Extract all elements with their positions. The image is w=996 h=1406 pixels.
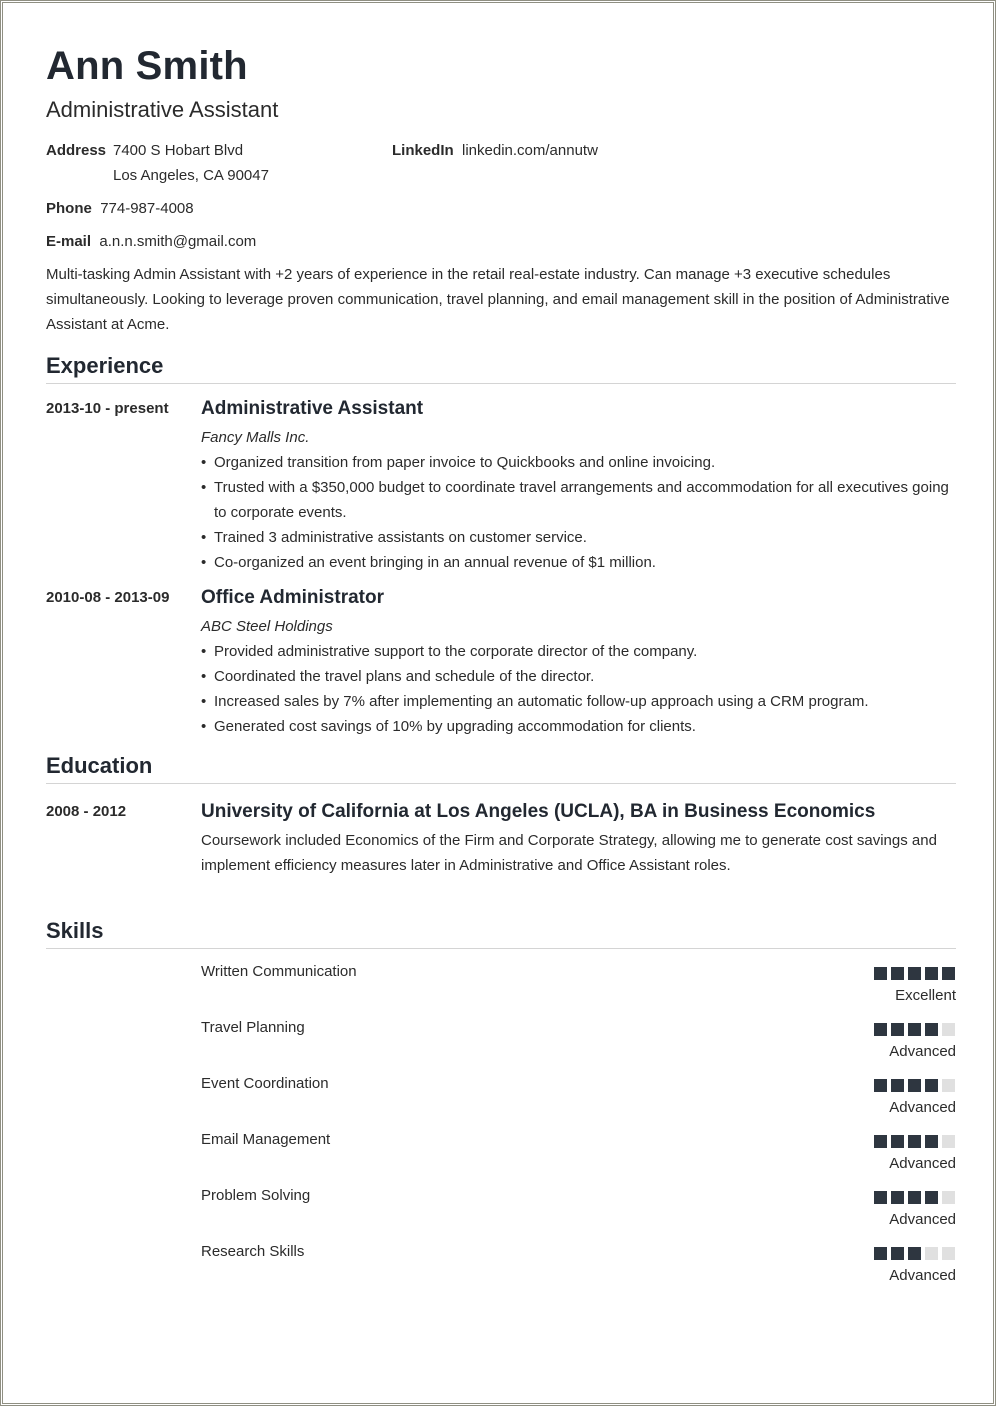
- bullet-icon: •: [201, 454, 207, 471]
- linkedin-link[interactable]: linkedin.com/annutw: [462, 142, 598, 159]
- experience-entry: [46, 585, 956, 739]
- education-description: Coursework included Economics of the Firm and Corporate Strategy, allowing me to generate cost savings and implement efficiency measures later in Administrative and Office Assistant roles.: [201, 832, 937, 874]
- bullet-item: [201, 550, 956, 575]
- bullet-text: Co-organized an event bringing in an annual revenue of $1 million.: [214, 554, 656, 571]
- bullet-icon: •: [201, 668, 207, 685]
- rating-square-filled: [908, 967, 921, 980]
- candidate-name: Ann Smith: [46, 44, 248, 88]
- rating-square-filled: [874, 1191, 887, 1204]
- skill-name: Written Communication: [201, 963, 357, 980]
- skill-level: Advanced: [889, 1211, 956, 1228]
- skill-level: Advanced: [889, 1099, 956, 1116]
- bullet-item: [201, 639, 956, 664]
- linkedin-row: [392, 138, 598, 163]
- rating-square-filled: [925, 1191, 938, 1204]
- rating-square-empty: [942, 1023, 955, 1036]
- skill-item: [46, 1241, 956, 1297]
- education-heading: Education: [46, 753, 956, 784]
- bullet-item: [201, 714, 956, 739]
- email-link[interactable]: a.n.n.smith@gmail.com: [99, 233, 257, 250]
- bullet-text: Coordinated the travel plans and schedule of the director.: [214, 668, 595, 685]
- rating-square-filled: [925, 1023, 938, 1036]
- bullet-text: Generated cost savings of 10% by upgrading accommodation for clients.: [214, 718, 696, 735]
- bullet-icon: •: [201, 693, 207, 710]
- skill-name: Email Management: [201, 1131, 331, 1148]
- experience-bullets: [201, 639, 956, 739]
- linkedin-label: LinkedIn: [392, 142, 454, 159]
- rating-square-filled: [908, 1135, 921, 1148]
- address-row: [46, 138, 269, 184]
- skill-level: Excellent: [895, 987, 956, 1004]
- experience-heading: Experience: [46, 353, 956, 384]
- rating-square-filled: [874, 1247, 887, 1260]
- skill-level: Advanced: [889, 1043, 956, 1060]
- rating-square-filled: [891, 1023, 904, 1036]
- skill-item: [46, 1073, 956, 1129]
- rating-square-filled: [908, 1247, 921, 1260]
- address-line-2: Los Angeles, CA 90047: [113, 167, 269, 184]
- bullet-text: Trusted with a $350,000 budget to coordinate travel arrangements and accommodation for all executives going to corporate events.: [214, 479, 949, 521]
- skill-name: Research Skills: [201, 1243, 305, 1260]
- address-lines: [113, 138, 269, 188]
- bullet-item: [201, 525, 956, 550]
- bullet-text: Increased sales by 7% after implementing an automatic follow-up approach using a CRM program.: [214, 693, 869, 710]
- rating-square-filled: [891, 1247, 904, 1260]
- skill-rating: [874, 1247, 955, 1260]
- experience-company: ABC Steel Holdings: [201, 618, 333, 635]
- rating-square-filled: [874, 967, 887, 980]
- phone-row: [46, 196, 194, 221]
- experience-role: Administrative Assistant: [201, 398, 424, 419]
- experience-date: 2013-10 - present: [46, 400, 169, 417]
- rating-square-filled: [942, 967, 955, 980]
- rating-square-empty: [942, 1191, 955, 1204]
- bullet-text: Provided administrative support to the corporate director of the company.: [214, 643, 698, 660]
- email-row: [46, 229, 256, 254]
- skill-rating: [874, 967, 955, 980]
- experience-date: 2010-08 - 2013-09: [46, 589, 170, 606]
- skill-item: [46, 1017, 956, 1073]
- bullet-item: [201, 664, 956, 689]
- rating-square-empty: [942, 1135, 955, 1148]
- skills-list: [46, 961, 956, 1297]
- experience-bullets: [201, 450, 956, 575]
- skill-name: Travel Planning: [201, 1019, 305, 1036]
- phone-label: Phone: [46, 200, 92, 217]
- experience-company: Fancy Malls Inc.: [201, 429, 310, 446]
- skill-rating: [874, 1135, 955, 1148]
- education-degree: University of California at Los Angeles (UCLA), BA in Business Economics: [201, 801, 876, 822]
- skill-rating: [874, 1023, 955, 1036]
- bullet-icon: •: [201, 479, 207, 496]
- skill-level: Advanced: [889, 1155, 956, 1172]
- email-label: E-mail: [46, 233, 92, 250]
- bullet-text: Trained 3 administrative assistants on customer service.: [214, 529, 587, 546]
- education-entry: [46, 799, 956, 878]
- rating-square-filled: [874, 1023, 887, 1036]
- rating-square-filled: [874, 1079, 887, 1092]
- skill-rating: [874, 1079, 955, 1092]
- profile-summary: Multi-tasking Admin Assistant with +2 years of experience in the retail real-estate industry. Can manage +3 executive schedules simultaneously. Looking to leverage proven communication, travel planning, and email management skill in the position of Administrative Assistant at Acme.: [46, 266, 950, 333]
- bullet-icon: •: [201, 554, 207, 571]
- bullet-icon: •: [201, 643, 207, 660]
- resume-content: [46, 43, 956, 1297]
- rating-square-filled: [925, 1079, 938, 1092]
- rating-square-filled: [908, 1023, 921, 1036]
- rating-square-filled: [925, 967, 938, 980]
- bullet-text: Organized transition from paper invoice to Quickbooks and online invoicing.: [214, 454, 716, 471]
- phone-value: 774-987-4008: [100, 200, 194, 217]
- experience-entry: [46, 396, 956, 575]
- skill-level: Advanced: [889, 1267, 956, 1284]
- skill-rating: [874, 1191, 955, 1204]
- rating-square-filled: [891, 967, 904, 980]
- skill-item: [46, 1129, 956, 1185]
- rating-square-filled: [908, 1191, 921, 1204]
- contact-block: [46, 138, 956, 258]
- experience-role: Office Administrator: [201, 587, 384, 608]
- rating-square-filled: [891, 1135, 904, 1148]
- rating-square-filled: [925, 1135, 938, 1148]
- candidate-title: Administrative Assistant: [46, 97, 279, 122]
- skill-item: [46, 961, 956, 1017]
- skills-heading: Skills: [46, 918, 956, 949]
- rating-square-filled: [891, 1079, 904, 1092]
- address-label: Address: [46, 142, 107, 159]
- bullet-item: [201, 450, 956, 475]
- bullet-item: [201, 475, 956, 525]
- rating-square-empty: [942, 1247, 955, 1260]
- skill-name: Problem Solving: [201, 1187, 311, 1204]
- rating-square-filled: [874, 1135, 887, 1148]
- skill-name: Event Coordination: [201, 1075, 329, 1092]
- bullet-icon: •: [201, 718, 207, 735]
- rating-square-filled: [908, 1079, 921, 1092]
- bullet-icon: •: [201, 529, 207, 546]
- rating-square-empty: [925, 1247, 938, 1260]
- rating-square-filled: [891, 1191, 904, 1204]
- rating-square-empty: [942, 1079, 955, 1092]
- skill-item: [46, 1185, 956, 1241]
- education-date: 2008 - 2012: [46, 803, 127, 820]
- bullet-item: [201, 689, 956, 714]
- address-line-1: 7400 S Hobart Blvd: [113, 142, 244, 159]
